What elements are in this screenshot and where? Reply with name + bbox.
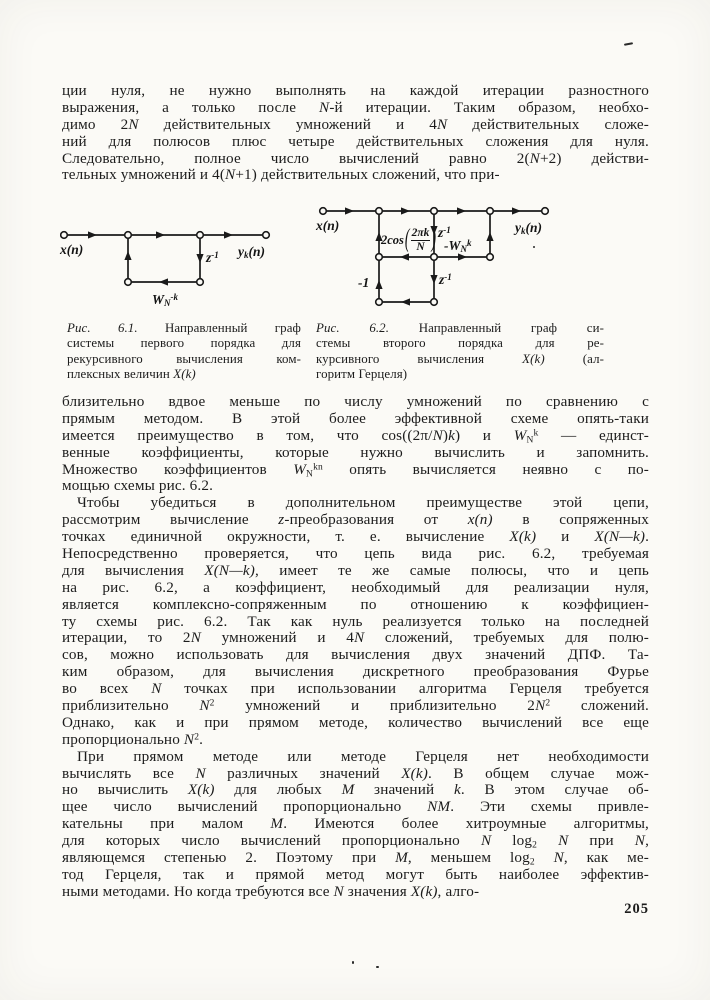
text-line: на рис. 6.2, а коэффициент, необходимый для реализации нуля, bbox=[62, 578, 649, 596]
paragraph-4 bbox=[62, 749, 649, 901]
scan-speck bbox=[352, 961, 354, 964]
fraction-numerator: 2πk bbox=[411, 227, 430, 239]
top-text-block bbox=[62, 83, 649, 184]
fig1-output-label: $y_k(n)$ bbox=[238, 244, 265, 260]
text-line: мощью схемы рис. 6.2. bbox=[62, 477, 214, 495]
text-line: Множество коэффициентов $W_N^{kn}$ опять вычисляется неявно с по- bbox=[62, 460, 649, 480]
scan-speck bbox=[376, 966, 379, 968]
text-line: рассмотрим вычисление z-преобразования от x(n) в сопряженных bbox=[62, 511, 649, 529]
caption-line: горитм Герцеля) bbox=[316, 366, 408, 381]
caption-line: плексных величин X(k) bbox=[67, 366, 196, 381]
text-line: венные коэффициенты, которые нужно вычислить и запомнить. bbox=[62, 443, 649, 461]
text-line: Чтобы убедиться в дополнительном преимуществе этой цепи, bbox=[77, 494, 649, 512]
open-paren: ( bbox=[404, 225, 410, 254]
figure-6-1-flow-graph bbox=[60, 203, 282, 315]
text-line: кательны при малом M. Имеются более хитроумные алгоритмы, bbox=[62, 815, 650, 833]
text-line: во всех N точках при использовании алгоритма Герцеля требуется bbox=[62, 680, 649, 698]
text-line: тельных умножений и 4(N+1) действительных сложений, что при- bbox=[62, 166, 500, 184]
text-line: При прямом методе или методе Герцеля нет необходимости bbox=[77, 747, 649, 765]
text-line: ний для полюсов плюс четыре действительных сложения для нуля. bbox=[62, 132, 649, 150]
caption-line: Рис. 6.2. Направленный граф си- bbox=[316, 321, 604, 335]
page-number: 205 bbox=[624, 901, 649, 917]
paragraph-1 bbox=[62, 83, 649, 184]
fig2-delay-top-label: $z^{-1}$ bbox=[438, 225, 451, 240]
text-line: но вычислить X(k) для любых M значений k. В этом случае об- bbox=[62, 781, 649, 799]
text-line: для вычисления X(N—k), имеет те же самые полюсы, что и цепь bbox=[62, 561, 649, 579]
fig2-minus-one-label: -1 bbox=[358, 275, 370, 290]
text-line: пропорционально $N^2$. bbox=[62, 730, 204, 748]
fig2-gain-right-label: $-W_N^k$ bbox=[444, 238, 472, 254]
fig2-input-label: x(n) bbox=[316, 218, 340, 233]
text-line: ции нуля, не нужно выполнять на каждой итерации разностного bbox=[62, 82, 649, 99]
text-line: ту схемы рис. 6.2. Так как нуль реализуется только на последней bbox=[62, 612, 649, 630]
text-line: ким образом, для вычисления дискретного преобразования Фурье bbox=[62, 663, 649, 681]
figure-6-2-flow-graph bbox=[312, 198, 564, 330]
fraction-denominator: N bbox=[416, 241, 425, 253]
fig1-input-label: x(n) bbox=[60, 242, 84, 257]
caption-line: системы первого порядка для bbox=[67, 336, 301, 351]
fig2-cos-gain-label bbox=[381, 225, 437, 254]
caption-line: курсивного вычисления X(k) (ал- bbox=[316, 351, 604, 366]
text-line: Однако, как и при прямом методе, количество вычислений все еще bbox=[62, 713, 649, 731]
text-line: точках единичной окружности, т. е. вычисление X(k) и X(N—k). bbox=[62, 528, 650, 546]
text-line: приблизительно $N^2$ умножений и приблизительно $2N^2$ сложений. bbox=[62, 697, 649, 715]
paragraph-3 bbox=[62, 495, 649, 748]
text-line: ными методами. Но когда требуются все N значения X(k), алго- bbox=[62, 882, 480, 900]
lower-text-block bbox=[62, 394, 649, 901]
text-line: итерации, то 2N умножений и 4N сложений, требуемых для полю- bbox=[62, 629, 649, 647]
fig2-graph-drawing bbox=[312, 198, 564, 330]
caption-line: стемы второго порядка для ре- bbox=[316, 336, 604, 351]
text-line: прямым методом. В этой более эффективной схеме опять-таки bbox=[62, 409, 649, 427]
text-line: щее число вычислений пропорционально NM. Эти схемы привле- bbox=[62, 798, 650, 816]
scan-speck bbox=[533, 246, 535, 248]
text-line: является комплексно-сопряженным по отношению к коэффициен- bbox=[62, 595, 649, 613]
text-line: Следовательно, полное число вычислений равно 2(N+2) действи- bbox=[62, 149, 649, 167]
text-line: сов, можно использовать для вычисления двух значений ДПФ. Та- bbox=[62, 646, 649, 664]
text-line: для которых число вычислений пропорционально N $\log_2 N$ при N, bbox=[62, 832, 650, 851]
text-line: близительно вдвое меньше по числу умножений по сравнению с bbox=[62, 393, 649, 410]
text-line: Непосредственно проверяется, что цепь вида рис. 6.2, требуемая bbox=[62, 545, 649, 563]
fig2-caption bbox=[316, 321, 604, 382]
fig1-gain-label: $W_N^{-k}$ bbox=[152, 292, 179, 308]
text-line: выражения, а только после N-й итерации. Таким образом, необхо- bbox=[62, 98, 649, 116]
text-line: имеется преимущество в том, что cos((2π/N)k) и $W_N^k$ — единст- bbox=[62, 426, 649, 446]
text-line: вычислять все N различных значений X(k). В общем случае мож- bbox=[62, 764, 650, 782]
scan-mark bbox=[624, 42, 633, 46]
text-line: димо 2N действительных умножений и 4N действительных сложе- bbox=[62, 115, 649, 133]
fig1-delay-label: $z^{-1}$ bbox=[206, 250, 219, 265]
fig2-output-label: $y_k(n)$ bbox=[515, 220, 542, 236]
text-line: являющемся степенью 2. Поэтому при M, меньшем $\log_2 N$, как ме- bbox=[62, 849, 650, 868]
text-line: тод Герцеля, так и прямой метод могут быть наиболее эффектив- bbox=[62, 865, 649, 883]
fig1-caption bbox=[67, 321, 301, 382]
paragraph-2 bbox=[62, 394, 649, 495]
caption-line: рекурсивного вычисления ком- bbox=[67, 351, 301, 366]
close-paren: ) bbox=[431, 225, 437, 254]
fig2-delay-bottom-label: $z^{-1}$ bbox=[439, 272, 452, 287]
caption-line: Рис. 6.1. Направленный граф bbox=[67, 321, 301, 335]
cos-coefficient: 2cos bbox=[381, 233, 404, 247]
